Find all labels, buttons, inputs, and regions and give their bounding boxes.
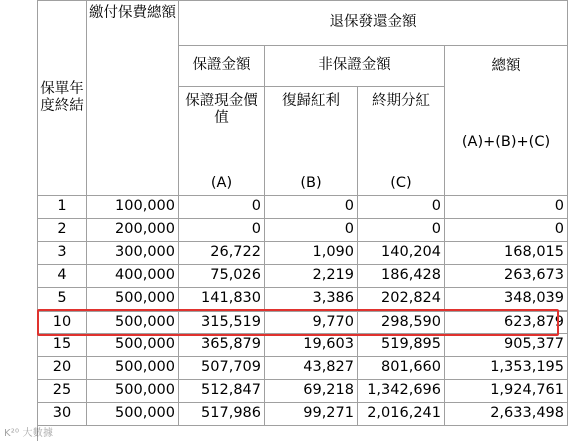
terminal-bonus-cell: 140,204	[358, 242, 445, 265]
header-cash-value-label: 保證現金價值	[185, 93, 258, 127]
total-cell: 348,039	[445, 288, 568, 311]
table-row	[38, 219, 568, 242]
header-reversionary-bonus	[265, 87, 358, 196]
rows-group-later	[38, 311, 568, 426]
table-row	[38, 265, 568, 288]
table-row	[38, 311, 568, 334]
reversionary-bonus-cell: 2,219	[265, 265, 358, 288]
year-cell: 4	[38, 265, 87, 288]
header-total-tag: (A)+(B)+(C)	[461, 133, 551, 150]
table-row	[38, 288, 568, 311]
premium-cell: 500,000	[87, 334, 179, 357]
reversionary-bonus-cell: 43,827	[265, 357, 358, 380]
watermark: K²⁰ 大數據	[4, 428, 54, 439]
table-row	[38, 196, 568, 219]
premium-cell: 500,000	[87, 357, 179, 380]
cash-value-cell: 75,026	[179, 265, 265, 288]
header-terminal-bonus-label: 終期分紅	[372, 93, 430, 109]
total-cell: 623,879	[445, 311, 568, 334]
terminal-bonus-cell: 186,428	[358, 265, 445, 288]
year-cell: 25	[38, 380, 87, 403]
header-tag-c: (C)	[390, 174, 412, 191]
table-row	[38, 403, 568, 426]
cash-value-cell: 0	[179, 196, 265, 219]
cash-value-cell: 315,519	[179, 311, 265, 334]
left-margin	[0, 0, 38, 441]
year-cell: 2	[38, 219, 87, 242]
terminal-bonus-cell: 0	[358, 219, 445, 242]
cash-value-cell: 141,830	[179, 288, 265, 311]
header-total-premium	[87, 1, 179, 196]
header-tag-a: (A)	[210, 174, 233, 191]
terminal-bonus-cell: 298,590	[358, 311, 445, 334]
reversionary-bonus-cell: 69,218	[265, 380, 358, 403]
table-row	[38, 357, 568, 380]
header-terminal-bonus	[358, 87, 445, 196]
header-guaranteed	[179, 46, 265, 87]
header-cash-value	[179, 87, 265, 196]
terminal-bonus-cell: 0	[358, 196, 445, 219]
premium-cell: 500,000	[87, 403, 179, 426]
surrender-value-table	[37, 0, 568, 426]
cash-value-cell: 512,847	[179, 380, 265, 403]
premium-cell: 400,000	[87, 265, 179, 288]
table-row	[38, 334, 568, 357]
rows-group-early	[38, 196, 568, 311]
header-policy-year	[38, 1, 87, 196]
table-row	[38, 380, 568, 403]
year-cell: 30	[38, 403, 87, 426]
year-cell: 20	[38, 357, 87, 380]
header-guaranteed-label: 保證金額	[192, 57, 251, 74]
header-surrender-value-label: 退保發還金額	[329, 14, 417, 31]
reversionary-bonus-cell: 1,090	[265, 242, 358, 265]
total-cell: 2,633,498	[445, 403, 568, 426]
header-surrender-value	[179, 1, 568, 46]
total-cell: 905,377	[445, 334, 568, 357]
premium-cell: 200,000	[87, 219, 179, 242]
premium-cell: 500,000	[87, 380, 179, 403]
cash-value-cell: 365,879	[179, 334, 265, 357]
terminal-bonus-cell: 2,016,241	[358, 403, 445, 426]
table-row	[38, 242, 568, 265]
year-cell: 3	[38, 242, 87, 265]
total-cell: 1,353,195	[445, 357, 568, 380]
total-cell: 263,673	[445, 265, 568, 288]
year-cell: 5	[38, 288, 87, 311]
header-non-guaranteed-label: 非保證金額	[318, 57, 391, 74]
reversionary-bonus-cell: 9,770	[265, 311, 358, 334]
total-cell: 168,015	[445, 242, 568, 265]
premium-cell: 100,000	[87, 196, 179, 219]
reversionary-bonus-cell: 19,603	[265, 334, 358, 357]
premium-cell: 500,000	[87, 311, 179, 334]
premium-cell: 500,000	[87, 288, 179, 311]
terminal-bonus-cell: 1,342,696	[358, 380, 445, 403]
year-cell: 10	[38, 311, 87, 334]
header-total-label: 總額	[491, 58, 521, 74]
cash-value-cell: 517,986	[179, 403, 265, 426]
terminal-bonus-cell: 519,895	[358, 334, 445, 357]
header-total	[445, 46, 568, 196]
header-tag-b: (B)	[300, 174, 322, 191]
year-cell: 15	[38, 334, 87, 357]
reversionary-bonus-cell: 0	[265, 196, 358, 219]
reversionary-bonus-cell: 0	[265, 219, 358, 242]
terminal-bonus-cell: 801,660	[358, 357, 445, 380]
reversionary-bonus-cell: 99,271	[265, 403, 358, 426]
header-policy-year-label: 保單年度終結	[40, 80, 84, 114]
cash-value-cell: 507,709	[179, 357, 265, 380]
reversionary-bonus-cell: 3,386	[265, 288, 358, 311]
cash-value-cell: 0	[179, 219, 265, 242]
cash-value-cell: 26,722	[179, 242, 265, 265]
header-reversionary-bonus-label: 復歸紅利	[282, 93, 340, 109]
total-cell: 0	[445, 219, 568, 242]
premium-cell: 300,000	[87, 242, 179, 265]
total-cell: 1,924,761	[445, 380, 568, 403]
header-total-premium-label: 繳付保費總額	[89, 5, 176, 21]
total-cell: 0	[445, 196, 568, 219]
terminal-bonus-cell: 202,824	[358, 288, 445, 311]
year-cell: 1	[38, 196, 87, 219]
header-non-guaranteed	[265, 46, 445, 87]
